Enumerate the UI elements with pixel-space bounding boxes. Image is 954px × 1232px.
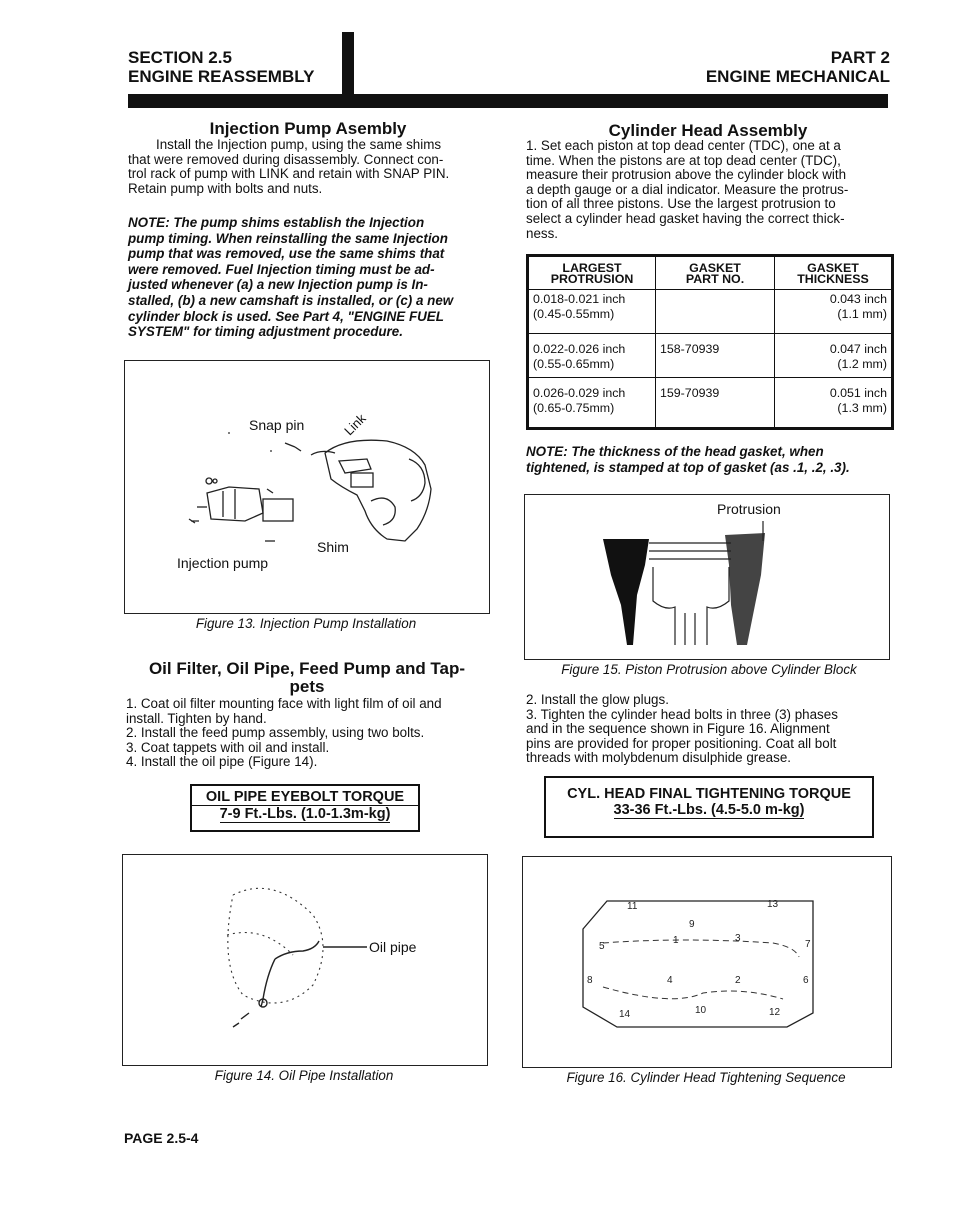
table-cell: 0.022-0.026 inch (0.55-0.65mm) (529, 334, 656, 378)
part-header (706, 48, 890, 86)
bolt-number: 7 (805, 939, 811, 950)
gasket-table-frame (526, 254, 894, 430)
figure-16 (522, 856, 892, 1068)
table-cell: 0.051 inch (1.3 mm) (775, 378, 892, 428)
injection-pump-illustration (125, 361, 489, 613)
text-line: ness. (526, 225, 559, 241)
text-line: Install the Injection pump, using the same shims (156, 137, 442, 152)
oil-pipe-torque-box (190, 784, 420, 832)
bolt-number: 12 (769, 1007, 781, 1018)
step-line: 3. Coat tappets with oil and install. (126, 739, 330, 755)
piston-protrusion-illustration (525, 495, 889, 659)
table-cell: 0.043 inch (1.1 mm) (775, 290, 892, 334)
injection-heading: Injection Pump Asembly (209, 119, 407, 138)
torque-title: OIL PIPE EYEBOLT TORQUE (192, 786, 418, 806)
bolt-number: 10 (695, 1005, 707, 1016)
bolt-number: 3 (735, 933, 741, 944)
table-cell: 0.018-0.021 inch (0.45-0.55mm) (529, 290, 656, 334)
note-line: SYSTEM" for timing adjustment procedure. (128, 324, 403, 340)
column-header: LARGEST PROTRUSION (529, 257, 656, 290)
text-line: measure their protrusion above the cylinder block with (526, 167, 847, 183)
note-line: justed whenever (a) a new Injection pump is In- (128, 277, 428, 293)
header-rule (128, 94, 888, 108)
cylinder-heading: Cylinder Head Assembly (608, 121, 808, 140)
step-line: 4. Install the oil pipe (Figure 14). (126, 754, 318, 770)
oil-steps (126, 697, 496, 770)
section-title: ENGINE REASSEMBLY (128, 67, 315, 86)
note-line: pump that was removed, use the same shims that (128, 246, 445, 262)
torque-value: 7-9 Ft.-Lbs. (1.0-1.3m-kg) (219, 806, 391, 822)
table-cell (656, 290, 775, 334)
injection-pump-label: Injection pump (177, 555, 269, 571)
link-label: Link (341, 410, 369, 439)
oil-heading-line: Oil Filter, Oil Pipe, Feed Pump and Tap- (148, 659, 466, 678)
bolt-number: 1 (673, 935, 679, 946)
text-line: a depth gauge or a dial indicator. Measure the protrus- (526, 181, 849, 197)
table-cell: 158-70939 (656, 334, 775, 378)
section-header (128, 48, 314, 86)
table-cell: 159-70939 (656, 378, 775, 428)
figure-13-caption: Figure 13. Injection Pump Installation (195, 616, 417, 631)
figure-15 (524, 494, 890, 660)
bolt-number: 14 (619, 1009, 631, 1020)
figure-15-caption: Figure 15. Piston Protrusion above Cylinder Block (561, 662, 857, 677)
table-cell: 0.026-0.029 inch (0.65-0.75mm) (529, 378, 656, 428)
oil-heading-line: pets (289, 677, 325, 696)
oil-pipe-illustration (123, 855, 487, 1065)
step-line: and in the sequence shown in Figure 16. Alignment (526, 721, 830, 737)
step-line: 1. Coat oil filter mounting face with light film of oil and (126, 696, 442, 711)
table-row (529, 378, 892, 428)
bolt-number: 11 (627, 901, 638, 912)
bolt-number: 8 (587, 975, 593, 986)
gasket-table (528, 256, 892, 428)
note-line: tightened, is stamped at top of gasket (as .1, .2, .3). (526, 459, 850, 475)
note-line: cylinder block is used. See Part 4, "ENGINE FUEL (128, 308, 444, 324)
figure-14-caption: Figure 14. Oil Pipe Installation (214, 1068, 394, 1083)
injection-body (128, 138, 494, 196)
oil-pipe-label: Oil pipe (369, 939, 417, 955)
injection-note (128, 215, 498, 340)
figure-14 (122, 854, 488, 1066)
text-line: select a cylinder head gasket having the correct thick- (526, 210, 845, 226)
section-number: SECTION 2.5 (128, 48, 232, 67)
step-line: 2. Install the feed pump assembly, using two bolts. (126, 725, 425, 741)
text-line: that were removed during disassembly. Connect con- (128, 151, 444, 167)
column-header: GASKET PART NO. (656, 257, 775, 290)
table-row (529, 334, 892, 378)
bolt-number: 4 (667, 975, 673, 986)
cylinder-body (526, 139, 894, 241)
step-line: install. Tighten by hand. (126, 710, 267, 726)
gasket-note (526, 444, 896, 475)
table-header-row (529, 257, 892, 290)
part-number: PART 2 (830, 48, 890, 67)
torque-title: CYL. HEAD FINAL TIGHTENING TORQUE (567, 786, 851, 802)
cylinder-steps (526, 693, 896, 766)
step-line: pins are provided for proper positioning. Coat all bolt (526, 735, 837, 751)
bolt-number: 6 (803, 975, 809, 986)
table-cell: 0.047 inch (1.2 mm) (775, 334, 892, 378)
column-header: GASKET THICKNESS (775, 257, 892, 290)
note-line: pump timing. When reinstalling the same Injection (128, 230, 448, 246)
text-line: trol rack of pump with LINK and retain with SNAP PIN. (128, 166, 450, 182)
text-line: 1. Set each piston at top dead center (TDC), one at a (526, 138, 841, 153)
step-line: 3. Tighten the cylinder head bolts in three (3) phases (526, 706, 838, 722)
note-line: were removed. Fuel Injection timing must be ad- (128, 261, 435, 277)
part-title: ENGINE MECHANICAL (705, 67, 890, 86)
step-line: 2. Install the glow plugs. (526, 692, 669, 707)
cylinder-head-torque-box (544, 776, 874, 838)
oil-heading (124, 660, 490, 696)
note-line: NOTE: The pump shims establish the Injection (128, 215, 425, 230)
bolt-number: 2 (735, 975, 741, 986)
torque-value: 33-36 Ft.-Lbs. (4.5-5.0 m-kg) (613, 802, 805, 818)
snap-pin-label: Snap pin (249, 417, 305, 433)
page-number: PAGE 2.5-4 (124, 1130, 199, 1146)
bolt-number: 9 (689, 919, 695, 930)
cylinder-head-sequence-illustration (523, 857, 891, 1067)
table-row (529, 290, 892, 334)
figure-13 (124, 360, 490, 614)
step-line: threads with molybdenum disulphide grease. (526, 750, 791, 766)
text-line: Retain pump with bolts and nuts. (128, 180, 323, 196)
shim-label: Shim (317, 539, 349, 555)
bolt-number: 13 (767, 899, 779, 910)
note-line: stalled, (b) a new camshaft is installed, or (c) a new (128, 292, 454, 308)
bolt-number: 5 (599, 941, 605, 952)
header-vertical-rule (342, 32, 354, 98)
text-line: tion of all three pistons. Use the largest protrusion to (526, 196, 836, 212)
text-line: time. When the pistons are at top dead center (TDC), (526, 152, 841, 168)
note-line: NOTE: The thickness of the head gasket, when (526, 444, 824, 459)
figure-16-caption: Figure 16. Cylinder Head Tightening Sequence (566, 1070, 846, 1085)
protrusion-label: Protrusion (717, 501, 781, 517)
